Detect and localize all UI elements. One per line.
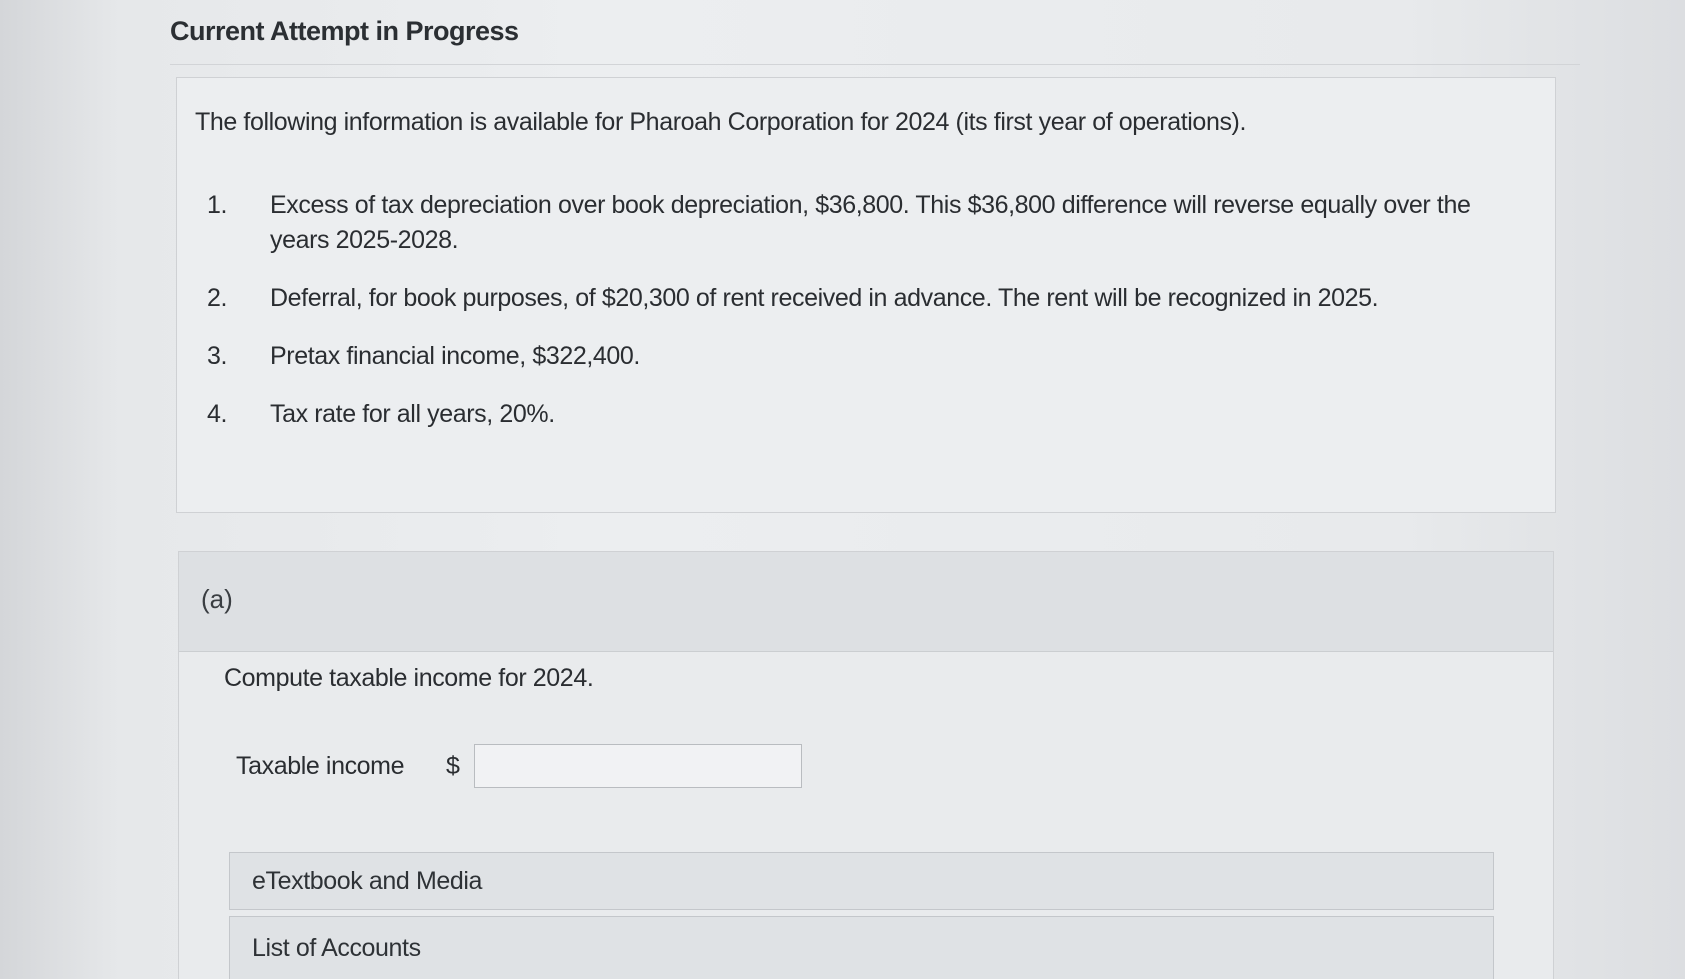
etextbook-media-button[interactable]: [229, 852, 1494, 910]
taxable-income-input[interactable]: [474, 744, 802, 788]
item-text: Deferral, for book purposes, of $20,300 of rent received in advance. The rent will be recognized in 2025.: [270, 284, 1379, 312]
taxable-income-label: Taxable income: [236, 751, 405, 780]
list-of-accounts-button[interactable]: [229, 916, 1494, 979]
title-divider: [170, 64, 1580, 65]
list-item: [207, 188, 1517, 258]
answer-row: [236, 744, 802, 788]
item-text: Tax rate for all years, 20%.: [270, 400, 555, 428]
item-text: Pretax financial income, $322,400.: [270, 342, 640, 370]
item-number: 1.: [207, 191, 228, 219]
etextbook-label: eTextbook and Media: [252, 866, 483, 895]
currency-symbol: $: [446, 751, 460, 780]
list-item: [207, 397, 1517, 432]
question-text: Compute taxable income for 2024.: [224, 664, 594, 692]
problem-intro: The following information is available for Pharoah Corporation for 2024 (its first year of operations).: [195, 108, 1247, 136]
item-number: 4.: [207, 400, 228, 428]
part-label: (a): [201, 584, 233, 614]
item-number: 2.: [207, 284, 228, 312]
list-item: [207, 339, 1517, 374]
part-a-panel: [178, 551, 1554, 979]
problem-items-list: [207, 188, 1517, 455]
part-a-header: [179, 552, 1553, 652]
attempt-status-title: Current Attempt in Progress: [170, 16, 519, 46]
item-text: Excess of tax depreciation over book depreciation, $36,800. This $36,800 difference will reverse equally over the years 2025-2028.: [270, 191, 1471, 254]
list-item: [207, 281, 1517, 316]
list-of-accounts-label: List of Accounts: [252, 934, 421, 962]
item-number: 3.: [207, 342, 228, 370]
problem-info-box: [176, 77, 1556, 513]
